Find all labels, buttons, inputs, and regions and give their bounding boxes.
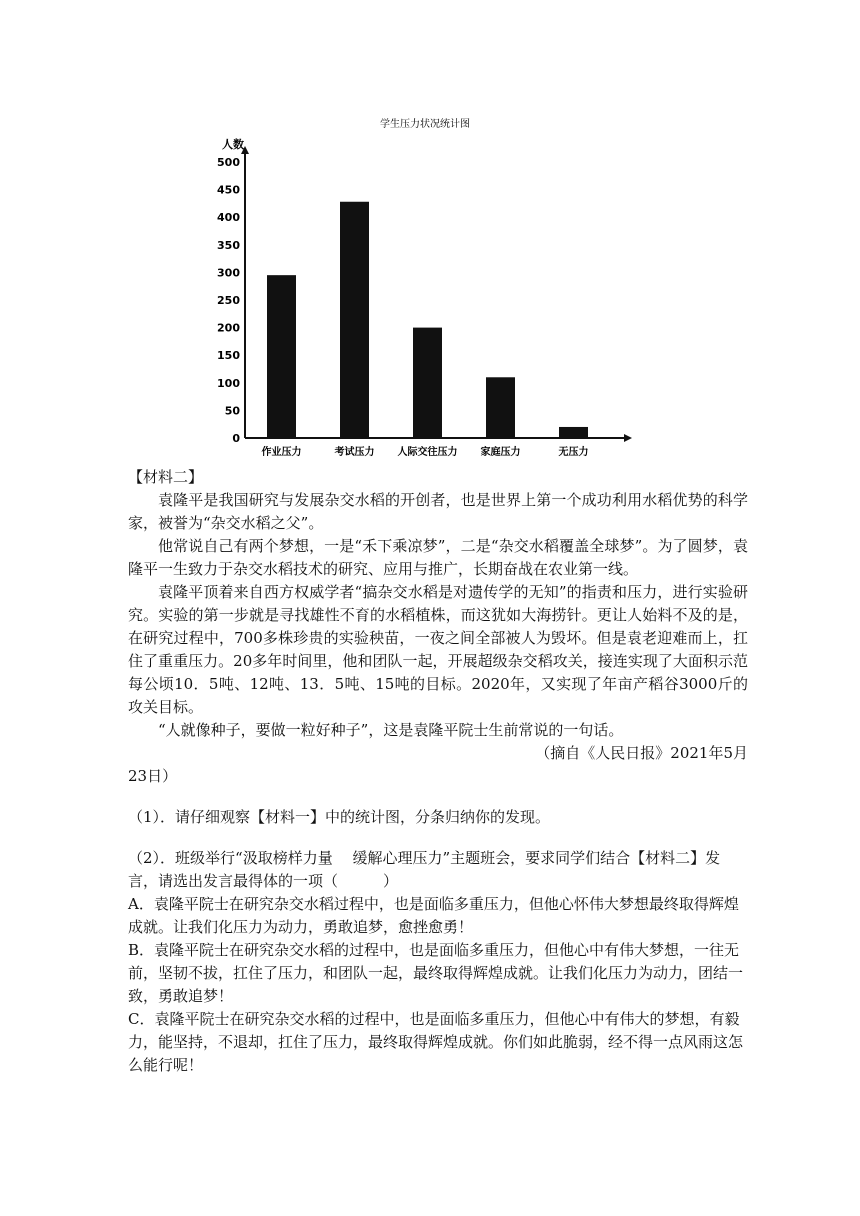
bar	[559, 427, 588, 438]
paragraph-1: 袁隆平是我国研究与发展杂交水稻的开创者，也是世界上第一个成功利用水稻优势的科学家，被誉为“杂交水稻之父”。	[128, 491, 748, 532]
paragraph-3: 袁隆平顶着来自西方权威学者“搞杂交水稻是对遗传学的无知”的指责和压力，进行实验研究。实验的第一步就是寻找雄性不育的水稻植株，而这犹如大海捞针。更让人始料不及的是，在研究过程中，700多株珍贵的实验秧苗，一夜之间全部被人为毁坏。但是袁老迎难而上，扛住了重重压力。20多年时间里，他和团队一起，开展超级杂交稻攻关，接连实现了大面积示范每公顷10．5吨、12吨、13．5吨、15吨的目标。2020年，又实现了年亩产稻谷3000斤的攻关目标。	[128, 583, 748, 716]
question-1: （1）．请仔细观察【材料一】中的统计图，分条归纳你的发现。	[128, 808, 551, 826]
y-tick-label: 200	[217, 321, 240, 335]
source-citation-date: 23日）	[128, 767, 178, 785]
y-tick-label: 150	[217, 349, 240, 363]
source-citation: （摘自《人民日报》2021年5月	[535, 744, 748, 762]
paragraph-4: “人就像种子，要做一粒好种子”，这是袁隆平院士生前常说的一句话。	[158, 721, 624, 739]
y-tick-label: 250	[217, 294, 240, 307]
question-2: （2）．班级举行“汲取榜样力量 缓解心理压力”主题班会，要求同学们结合【材料二】发言，请选出发言最得体的一项（ ）	[128, 849, 721, 890]
bar	[340, 202, 369, 438]
x-tick-label: 人际交往压力	[397, 447, 458, 458]
x-tick-label: 无压力	[558, 447, 589, 458]
x-tick-label: 作业压力	[261, 447, 302, 458]
paragraph-2: 他常说自己有两个梦想，一是“禾下乘凉梦”，二是“杂交水稻覆盖全球梦”。为了圆梦，袁隆平一生致力于杂交水稻技术的研究、应用与推广，长期奋战在农业第一线。	[128, 537, 748, 578]
y-tick-label: 50	[224, 404, 240, 418]
bar-chart	[200, 110, 650, 470]
y-tick-label: 100	[217, 376, 240, 390]
chart-svg	[200, 110, 650, 470]
y-axis-label: 人数	[222, 138, 244, 151]
y-tick-label: 500	[217, 156, 240, 169]
x-tick-label: 家庭压力	[480, 447, 521, 458]
x-axis-arrow	[624, 434, 632, 442]
bar	[486, 377, 515, 438]
chart-title: 学生压力状况统计图	[380, 119, 470, 130]
bar	[267, 275, 296, 438]
option-a: A．袁隆平院士在研究杂交水稻过程中，也是面临多重压力，但他心怀伟大梦想最终取得辉煌成就。让我们化压力为动力，勇敢追梦，愈挫愈勇！	[128, 895, 739, 936]
y-tick-label: 450	[217, 183, 240, 197]
option-c: C．袁隆平院士在研究杂交水稻的过程中，也是面临多重压力，但他心中有伟大的梦想，有毅力，能坚持，不退却，扛住了压力，最终取得辉煌成就。你们如此脆弱，经不得一点风雨这怎么能行呢！	[128, 1010, 744, 1074]
bar	[413, 328, 442, 438]
y-tick-label: 300	[217, 266, 240, 280]
y-tick-label: 350	[217, 238, 240, 252]
material2-heading: 【材料二】	[128, 468, 204, 486]
y-tick-label: 400	[217, 211, 240, 225]
y-tick-label: 0	[232, 432, 240, 445]
document-body	[128, 466, 748, 1077]
option-b: B．袁隆平院士在研究杂交水稻的过程中，也是面临多重压力，但他心中有伟大梦想，一往无前，坚韧不拔，扛住了压力，和团队一起，最终取得辉煌成就。让我们化压力为动力，团结一致，勇敢追梦！	[128, 941, 744, 1005]
x-tick-label: 考试压力	[334, 447, 375, 458]
